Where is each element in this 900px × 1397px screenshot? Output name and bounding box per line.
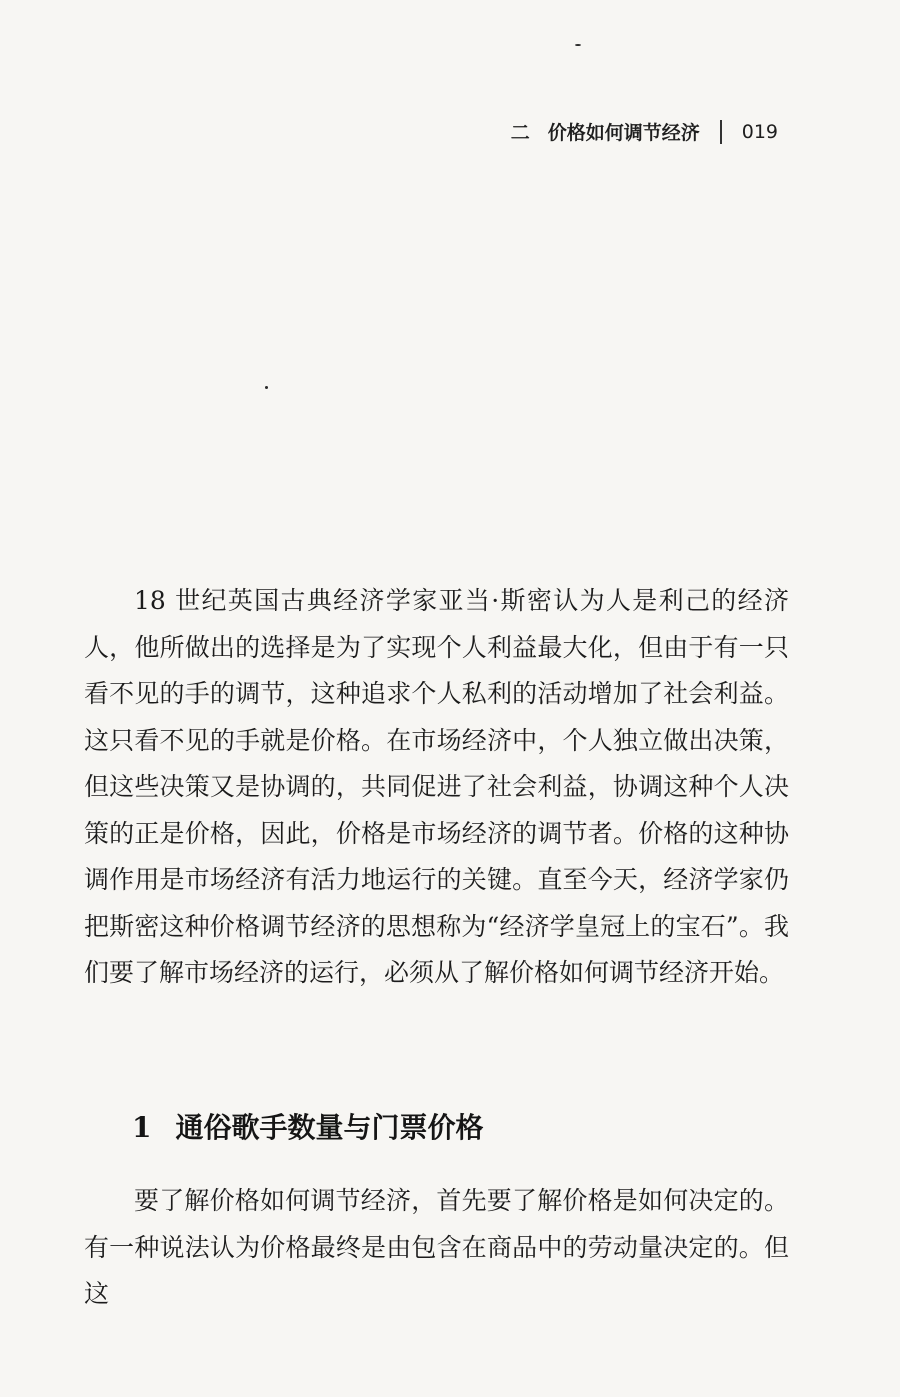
section-number: 1 xyxy=(132,1111,152,1144)
scan-speck xyxy=(575,44,581,46)
chapter-title: 价格如何调节经济 xyxy=(547,122,700,144)
section-heading xyxy=(132,1106,484,1146)
section-title: 通俗歌手数量与门票价格 xyxy=(175,1111,484,1144)
section-paragraph: 要了解价格如何调节经济，首先要了解价格是如何决定的。有一种说法认为价格最终是由包含在商品中的劳动量决定的。但这 xyxy=(84,1186,789,1308)
chapter-number: 二 xyxy=(510,122,530,144)
page-number: 019 xyxy=(741,120,778,143)
scan-speck xyxy=(265,386,268,389)
header-divider xyxy=(720,120,722,144)
running-header xyxy=(511,118,778,145)
intro-paragraph: 18 世纪英国古典经济学家亚当·斯密认为人是利己的经济人，他所做出的选择是为了实现个人利益最大化，但由于有一只看不见的手的调节，这种追求个人私利的活动增加了社会利益。这只看不见的手就是价格。在市场经济中，个人独立做出决策，但这些决策又是协调的，共同促进了社会利益，协调这种个人决策的正是价格，因此，价格是市场经济的调节者。价格的这种协调作用是市场经济有活力地运行的关键。直至今天，经济学家仍把斯密这种价格调节经济的思想称为“经济学皇冠上的宝石”。我们要了解市场经济的运行，必须从了解价格如何调节经济开始。 xyxy=(84,586,789,987)
